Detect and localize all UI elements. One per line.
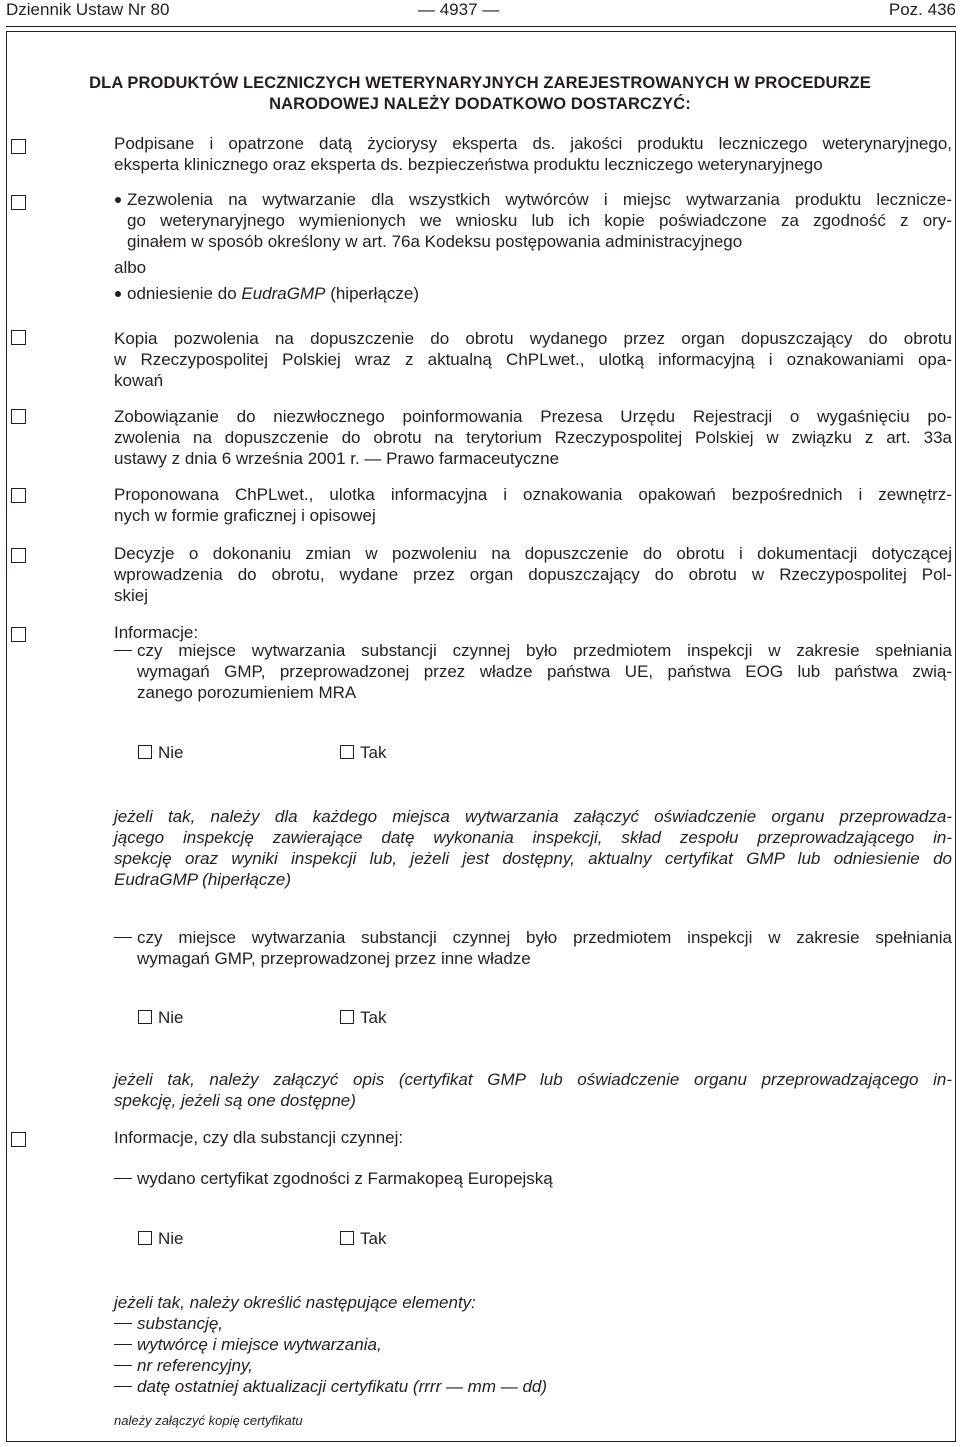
item-variation-decisions: Decyzje o dokonaniu zmian w pozwoleniu na dopuszczenie do obrotu i dokumentacji dotyczącej wprowadzenia do obrotu, wydane przez organ dopuszczający do obrotu w Rzeczypospolitej Pol- skiej bbox=[114, 544, 952, 605]
item-manufacturing-authorisations bbox=[114, 189, 952, 304]
cep-elements-list: jeżeli tak, należy określić następujące elementy: substancję, wytwórcę i miejsce wytwarzania, nr referencyjny, datę ostatniej aktualizacji certyfikatu (rrrr — mm — dd) bbox=[114, 1292, 952, 1397]
choice-q1-no[interactable]: Nie bbox=[138, 743, 184, 763]
checkbox-notification-commitment[interactable] bbox=[11, 409, 26, 424]
cep-element-update-date: datę ostatniej aktualizacji certyfikatu (rrrr — mm — dd) bbox=[114, 1376, 952, 1397]
note-q1-if-yes: jeżeli tak, należy dla każdego miejsca wytwarzania załączyć oświadczenie organu przeprowadza- jącego inspekcję zawierające datę wykonania inspekcji, skład zespołu przeprowadzającego in- spekcję oraz wyniki inspekcji lub, jeżeli jest dostępny, aktualny certyfikat GMP lub odniesienie do EudraGMP (hiperłącze) bbox=[114, 807, 952, 889]
choice-q2-yes[interactable]: Tak bbox=[340, 1008, 386, 1028]
checkbox-proposed-spc[interactable] bbox=[11, 488, 26, 503]
checkbox-cep-no[interactable] bbox=[138, 1231, 152, 1245]
choice-cep-no[interactable]: Nie bbox=[138, 1229, 184, 1249]
albo-label: albo bbox=[114, 258, 147, 277]
bullet-authorisations: Zezwolenia na wytwarzanie dla wszystkich wytwórców i miejsc wytwarzania produktu lecznicze- go weterynaryjnego wymienionych we wniosku lub ich kopie poświadczone za zgodność z ory- ginałem w sposób określony w art. 76a Kodeksu postępowania administracyjnego bbox=[114, 189, 952, 252]
item-authorisation-copy: Kopia pozwolenia na dopuszczenie do obrotu wydanego przez organ dopuszczający do obrotu w Rzeczypospolitej Polskiej wraz z aktualną ChPLwet., ulotką informacyjną i oznakowaniami opa- kowań bbox=[114, 329, 952, 390]
bullet-eudragmp: odniesienie do EudraGMP (hiperłącze) bbox=[114, 283, 952, 304]
dash-mark bbox=[114, 1178, 132, 1179]
checkbox-q2-yes[interactable] bbox=[340, 1010, 354, 1024]
item8-heading: Informacje, czy dla substancji czynnej: bbox=[114, 1128, 404, 1147]
cep-element-manufacturer: wytwórcę i miejsce wytwarzania, bbox=[114, 1334, 952, 1355]
cep-element-substance: substancję, bbox=[114, 1313, 952, 1334]
question-gmp-eu-inspection: czy miejsce wytwarzania substancji czynnej było przedmiotem inspekcji w zakresie spełniania wymagań GMP, przeprowadzonej przez władze państwa UE, państwa EOG lub państwa zwią- zanego porozumieniem MRA bbox=[114, 640, 952, 703]
checkbox-cep-yes[interactable] bbox=[340, 1231, 354, 1245]
item-proposed-spc: Proponowana ChPLwet., ulotka informacyjna i oznakowania opakowań bezpośrednich i zewnętrz- nych w formie graficznej i opisowej bbox=[114, 485, 952, 525]
journal-name: Dziennik Ustaw Nr 80 bbox=[6, 0, 170, 19]
position-number: Poz. 436 bbox=[888, 0, 956, 19]
checkbox-q1-yes[interactable] bbox=[340, 745, 354, 759]
checkbox-q1-no[interactable] bbox=[138, 745, 152, 759]
choice-q1-yes[interactable]: Tak bbox=[340, 743, 386, 763]
section-title: DLA PRODUKTÓW LECZNICZYCH WETERYNARYJNYCH ZAREJESTROWANYCH W PROCEDURZE NARODOWEJ NALEŻY DODATKOWO DOSTARCZYĆ: bbox=[89, 74, 871, 113]
eudragmp-link[interactable]: EudraGMP bbox=[241, 284, 326, 303]
cep-element-reference: nr referencyjny, bbox=[114, 1355, 952, 1376]
checkbox-pharmacopoeia-info[interactable] bbox=[11, 1132, 26, 1147]
item-notification-commitment: Zobowiązanie do niezwłocznego poinformowania Prezesa Urzędu Rejestracji o wygaśnięciu po- zwolenia na dopuszczenie do obrotu na terytorium Rzeczypospolitej Polskiej w związku z art. 33a ustawy z dnia 6 września 2001 r. — Prawo farmaceutyczne bbox=[114, 407, 952, 468]
page-number: — 4937 — bbox=[418, 0, 500, 19]
header-rule bbox=[6, 26, 956, 27]
dash-mark bbox=[114, 650, 132, 651]
checkbox-variation-decisions[interactable] bbox=[11, 548, 26, 563]
running-header bbox=[6, 0, 956, 26]
checkbox-q2-no[interactable] bbox=[138, 1010, 152, 1024]
question-cep: wydano certyfikat zgodności z Farmakopeą Europejską bbox=[114, 1168, 952, 1189]
choice-cep-yes[interactable]: Tak bbox=[340, 1229, 386, 1249]
checkbox-gmp-information[interactable] bbox=[11, 627, 26, 642]
question-gmp-other-inspection: czy miejsce wytwarzania substancji czynnej było przedmiotem inspekcji w zakresie spełniania wymagań GMP, przeprowadzonej przez inne władze bbox=[114, 927, 952, 969]
note-q2-if-yes: jeżeli tak, należy załączyć opis (certyfikat GMP lub oświadczenie organu przeprowadzającego in- spekcję, jeżeli są one dostępne) bbox=[114, 1070, 952, 1110]
checkbox-authorisation-copy[interactable] bbox=[11, 330, 26, 345]
checkbox-manufacturing-authorisations[interactable] bbox=[11, 195, 26, 210]
choice-q2-no[interactable]: Nie bbox=[138, 1008, 184, 1028]
attach-cep-note: należy załączyć kopię certyfikatu bbox=[114, 1413, 303, 1428]
item-cv-experts: Podpisane i opatrzone datą życiorysy eksperta ds. jakości produktu leczniczego weterynaryjnego, eksperta klinicznego oraz eksperta ds. bezpieczeństwa produktu leczniczego weterynaryjnego bbox=[114, 134, 952, 174]
checkbox-cv-experts[interactable] bbox=[11, 139, 26, 154]
item7-heading: Informacje: bbox=[114, 623, 199, 642]
dash-mark bbox=[114, 937, 132, 938]
